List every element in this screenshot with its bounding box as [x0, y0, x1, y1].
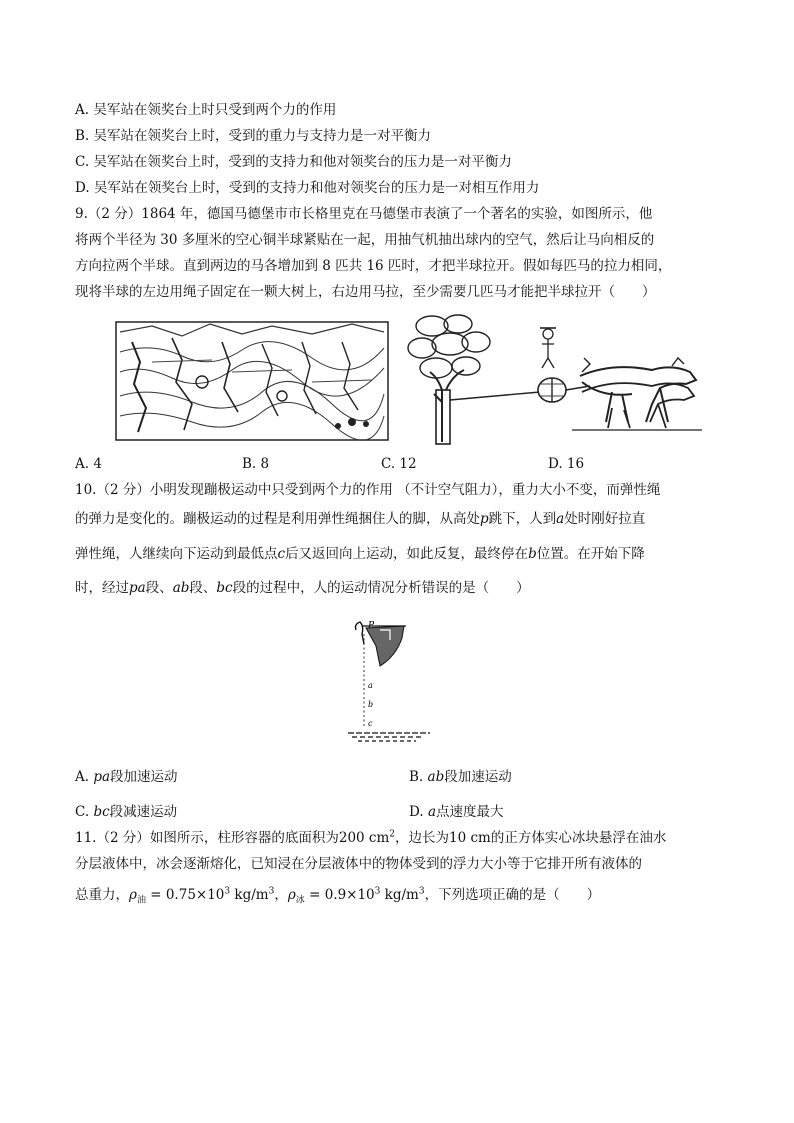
q9-stem-line-1: 9.（2 分）1864 年，德国马德堡市市长格里克在马德堡市表演了一个著名的实验，如图所示，他 [75, 206, 653, 222]
q10-option-d [409, 803, 504, 821]
q10-text: 弹性绳，人继续向下运动到最低点 [75, 546, 278, 562]
segment-ab: ab [172, 580, 190, 596]
q11-stem-line-3: 总重力，$\rho_油 = 0.75\times 10^3$ $kg/m^3$，$\rho_冰 = 0.9\times 10^3$ $kg/m^3$，下列选项正确的是（ ） [75, 886, 601, 906]
option-letter: A. [75, 769, 90, 785]
q8-option-d: D. 吴军站在领奖台上时，受到的支持力和他对领奖台的压力是一对相互作用力 [75, 180, 540, 196]
subscript-ice: 冰 [295, 895, 305, 906]
q11-stem-line-2: 分层液体中，冰会逐渐熔化，已知浸在分层液体中的物体受到的浮力大小等于它排开所有液体的 [75, 856, 642, 872]
q8-option-b: B. 吴军站在领奖台上时，受到的重力与支持力是一对平衡力 [75, 128, 432, 144]
q10-option-b [409, 768, 512, 786]
q10-stem-line-1: 10.（2 分）小明发现蹦极运动中只受到两个力的作用 （不计空气阻力），重力大小不变，而弹性绳 [75, 482, 661, 498]
q10-stem-line-2 [75, 510, 645, 528]
option-text: 点速度最大 [436, 804, 504, 820]
density-unit: kg/m [380, 887, 419, 903]
q11-text: ，下列选项正确的是（ ） [424, 887, 601, 903]
engraving-illustration [116, 322, 388, 440]
option-text: 段加速运动 [444, 769, 512, 785]
option-letter: B. [409, 769, 424, 785]
bungee-jump-figure [344, 616, 434, 746]
q9-option-a: A. 4 [75, 456, 102, 472]
label-a: a [368, 681, 373, 690]
oil-density-value: = 0.75×10 [145, 887, 225, 903]
q11-text: ，边长为 [395, 830, 450, 846]
q10-option-a [75, 768, 178, 786]
cliff-shape [366, 626, 404, 666]
density-unit: kg/m [230, 887, 269, 903]
q9-stem-line-4: 现将半球的左边用绳子固定在一颗大树上，右边用马拉，至少需要几匹马才能把半球拉开（ ） [75, 284, 656, 300]
subscript-oil: 油 [136, 895, 146, 906]
person-illustration [540, 328, 556, 368]
symbol-p: p [480, 511, 489, 527]
magdeburg-hemispheres-figure [112, 312, 704, 446]
q10-text: 段、 [145, 580, 173, 596]
area-value: 200 cm [338, 830, 390, 846]
segment-bc: bc [216, 580, 233, 596]
q8-option-a: A. 吴军站在领奖台上时只受到两个力的作用 [75, 102, 337, 118]
exponent: 3 [374, 886, 381, 897]
q9-stem-line-3: 方向拉两个半球。直到两边的马各增加到 8 匹共 16 匹时，才把半球拉开。假如每匹马的拉力相同， [75, 258, 672, 274]
exponent: 3 [418, 886, 425, 897]
q10-text: 位置。在开始下降 [536, 546, 645, 562]
rho-symbol: ρ [129, 887, 137, 903]
q10-stem-line-3 [75, 545, 645, 563]
horses-illustration [566, 358, 702, 430]
symbol-a: a [427, 804, 436, 820]
q10-text: 跳下，人到 [488, 511, 557, 527]
label-p: P [368, 621, 375, 631]
q10-text: 后又返回向上运动，如此反复，最终停在 [285, 546, 529, 562]
edge-length-value: 10 cm [449, 830, 491, 846]
option-text: 段减速运动 [109, 804, 178, 820]
hemispheres-illustration [538, 378, 566, 402]
symbol-a: a [556, 511, 565, 527]
segment-pa: pa [93, 769, 111, 785]
label-b: b [368, 700, 374, 709]
q11-text: 总重力， [75, 887, 129, 903]
option-letter: C. [75, 804, 90, 820]
segment-bc: bc [93, 804, 110, 820]
q9-stem-line-2: 将两个半径为 30 多厘米的空心铜半球紧贴在一起，用抽气机抽出球内的空气，然后让马向相反的 [75, 232, 655, 248]
tree-illustration [408, 315, 490, 444]
q11-stem-line-1 [75, 829, 666, 847]
q9-option-d: D. 16 [548, 456, 585, 472]
exponent: 3 [268, 886, 275, 897]
ice-density-value: = 0.9×10 [304, 887, 375, 903]
segment-pa: pa [129, 580, 146, 596]
segment-ab: ab [427, 769, 445, 785]
q9-option-b: B. 8 [242, 456, 270, 472]
q10-text: 时，经过 [75, 580, 129, 596]
q10-text: 段、 [189, 580, 217, 596]
q11-text: 的正方体实心冰块悬浮在油水 [490, 830, 667, 846]
rho-symbol: ρ [287, 887, 296, 903]
exponent: 3 [224, 886, 231, 897]
symbol-b: b [528, 546, 537, 562]
q10-option-c [75, 803, 177, 821]
q11-text: 11.（2 分）如图所示，柱形容器的底面积为 [75, 830, 339, 846]
symbol-c: c [277, 546, 286, 562]
rope-line [450, 392, 540, 400]
water-surface [348, 733, 430, 741]
q10-text: 段的过程中，人的运动情况分析错误的是（ ） [232, 580, 530, 596]
option-letter: D. [409, 804, 424, 820]
label-c: c [368, 719, 373, 728]
q9-option-c: C. 12 [381, 456, 417, 472]
q10-stem-line-4 [75, 579, 530, 597]
jumper-icon [356, 622, 365, 644]
q8-option-c: C. 吴军站在领奖台上时，受到的支持力和他对领奖台的压力是一对平衡力 [75, 154, 512, 170]
exponent: 2 [389, 829, 396, 840]
option-text: 段加速运动 [110, 769, 178, 785]
q10-text: 处时刚好拉直 [564, 511, 646, 527]
q10-text: 的弹力是变化的。蹦极运动的过程是利用弹性绳捆住人的脚，从高处 [75, 511, 480, 527]
